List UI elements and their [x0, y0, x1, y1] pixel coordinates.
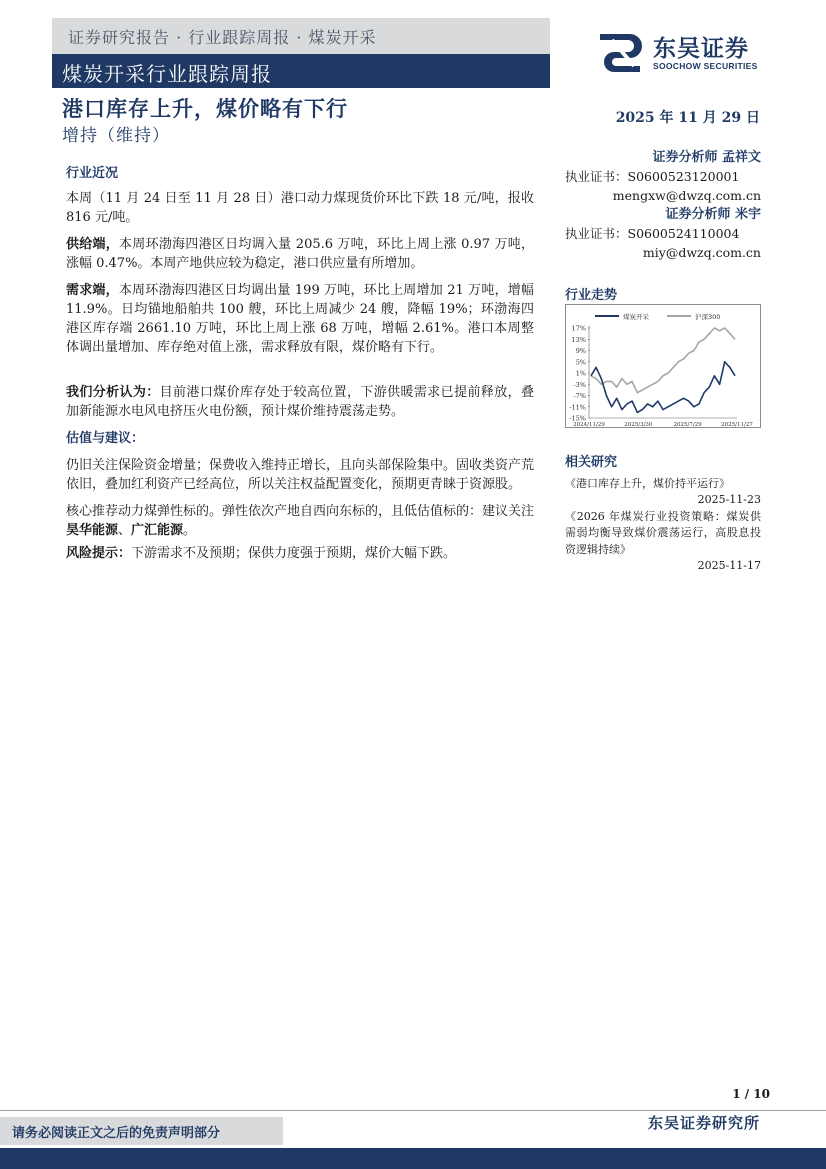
main-body	[66, 164, 534, 563]
related-item-1-date: 2025-11-23	[697, 493, 761, 506]
section-title-valuation: 估值与建议：	[66, 431, 145, 446]
paragraph-analysis	[66, 383, 534, 421]
related-item-2-date: 2025-11-17	[697, 559, 761, 572]
legend-label: 沪深300	[695, 313, 721, 321]
analyst-block	[565, 148, 761, 262]
related-item-1-title[interactable]: 《港口库存上升，煤价持平运行》	[565, 476, 730, 490]
y-tick-label: 1%	[575, 369, 586, 378]
demand-lead: 需求端，	[66, 283, 119, 298]
disclaimer-band	[0, 1117, 283, 1145]
y-tick-label: 9%	[575, 347, 586, 355]
series-line	[591, 328, 735, 393]
related-item-2-title[interactable]: 《2026 年煤炭行业投资策略：煤炭供需弱均衡导致煤价震荡运行，高股息投资逻辑持续》	[565, 509, 761, 556]
related-title: 相关研究	[565, 455, 618, 470]
y-tick-label: -15%	[569, 414, 586, 423]
analyst-2-title: 证券分析师 米宇	[665, 207, 761, 222]
recommendation-text: 核心推荐动力煤弹性标的。弹性依次产地自西向东标的，且低估值标的：建议关注	[66, 504, 535, 519]
related-research	[565, 455, 761, 575]
paragraph-insurance: 仍旧关注保险资金增量；保费收入维持正增长，且向头部保险集中。固收类资产荒依旧，叠加红利资产已经高位，所以关注权益配置变化，预期更青睐于资源股。	[66, 458, 535, 492]
demand-text: 本周环渤海四港区日均调出量 199 万吨，环比上周增加 21 万吨，增幅 11.9%。日均锚地船舶共 100 艘，环比上周减少 24 艘，降幅 19%；环渤海四港区库存端 2661.10 万吨，环比上周上涨 68 万吨，增幅 2.61%。港口本周整体调出量增加、库存绝对值上涨，需求释放有限，煤价略有下行。	[66, 283, 534, 355]
report-date: 2025 年 11 月 29 日	[615, 110, 760, 126]
x-tick-label: 2025/7/29	[673, 422, 702, 428]
series-line	[591, 362, 735, 413]
report-category: 证券研究报告 · 行业跟踪周报 · 煤炭开采	[68, 28, 377, 47]
y-tick-label: -7%	[573, 392, 586, 400]
analyst-1-cert: 执业证书：S0600523120001	[565, 169, 740, 184]
analyst-2-email[interactable]: miy@dwzq.com.cn	[642, 245, 761, 260]
headline: 港口库存上升，煤价略有下行	[62, 96, 348, 121]
paragraph-recommendation	[66, 502, 534, 540]
analyst-1-email[interactable]: mengxw@dwzq.com.cn	[612, 188, 761, 203]
category-band	[52, 18, 550, 54]
disclaimer-text: 请务必阅读正文之后的免责声明部分	[12, 1126, 221, 1141]
report-type-band	[52, 54, 550, 88]
logo-name: 东吴证券	[653, 36, 749, 62]
paragraph-price: 本周（11 月 24 日至 11 月 28 日）港口动力煤现货价环比下跌 18 元/吨，报收 816 元/吨。	[66, 191, 534, 225]
analyst-2-cert: 执业证书：S0600524110004	[565, 226, 740, 241]
x-tick-label: 2025/11/27	[721, 422, 753, 428]
y-tick-label: 5%	[575, 358, 586, 367]
footer-divider	[0, 1110, 826, 1111]
supply-text: 本周环渤海四港区日均调入量 205.6 万吨，环比上周上涨 0.97 万吨，涨幅 0.47%。本周产地供应较为稳定，港口供应量有所增加。	[66, 237, 534, 271]
bottom-band	[0, 1148, 826, 1169]
x-tick-label: 2025/3/30	[624, 422, 653, 428]
paragraph-demand	[66, 281, 534, 357]
recommendation-sep: 、	[118, 523, 132, 538]
risk-lead: 风险提示：	[66, 546, 132, 561]
section-title-industry: 行业近况	[66, 166, 119, 181]
analysis-text: 目前港口煤价库存处于较高位置，下游供暖需求已提前释放，叠加新能源水电风电挤压火电份额，预计煤价维持震荡走势。	[66, 385, 534, 419]
stock-guanghui: 广汇能源	[131, 523, 184, 538]
y-tick-label: 13%	[571, 335, 586, 344]
supply-lead: 供给端，	[66, 237, 120, 252]
legend-label: 煤炭开采	[623, 313, 649, 321]
y-tick-label: 17%	[571, 324, 586, 333]
logo-english: SOOCHOW SECURITIES	[653, 61, 758, 71]
industry-trend-chart	[565, 304, 761, 428]
report-type: 煤炭开采行业跟踪周报	[62, 62, 272, 86]
analysis-lead: 我们分析认为：	[66, 385, 160, 400]
footer-org: 东吴证券研究所	[647, 1114, 760, 1132]
risk-text: 下游需求不及预期；保供力度强于预期，煤价大幅下跌。	[131, 546, 457, 561]
recommendation-end: 。	[183, 523, 197, 538]
y-tick-label: -11%	[569, 403, 586, 412]
x-tick-label: 2024/11/29	[573, 422, 605, 428]
rating: 增持（维持）	[62, 126, 170, 146]
page-number: 1 / 10	[732, 1087, 770, 1101]
paragraph-supply	[66, 235, 534, 273]
stock-haohua: 昊华能源	[66, 523, 119, 538]
trend-title: 行业走势	[565, 288, 618, 303]
y-tick-label: -3%	[573, 380, 586, 389]
paragraph-risk	[66, 544, 534, 563]
analyst-1-title: 证券分析师 孟祥文	[652, 150, 761, 165]
